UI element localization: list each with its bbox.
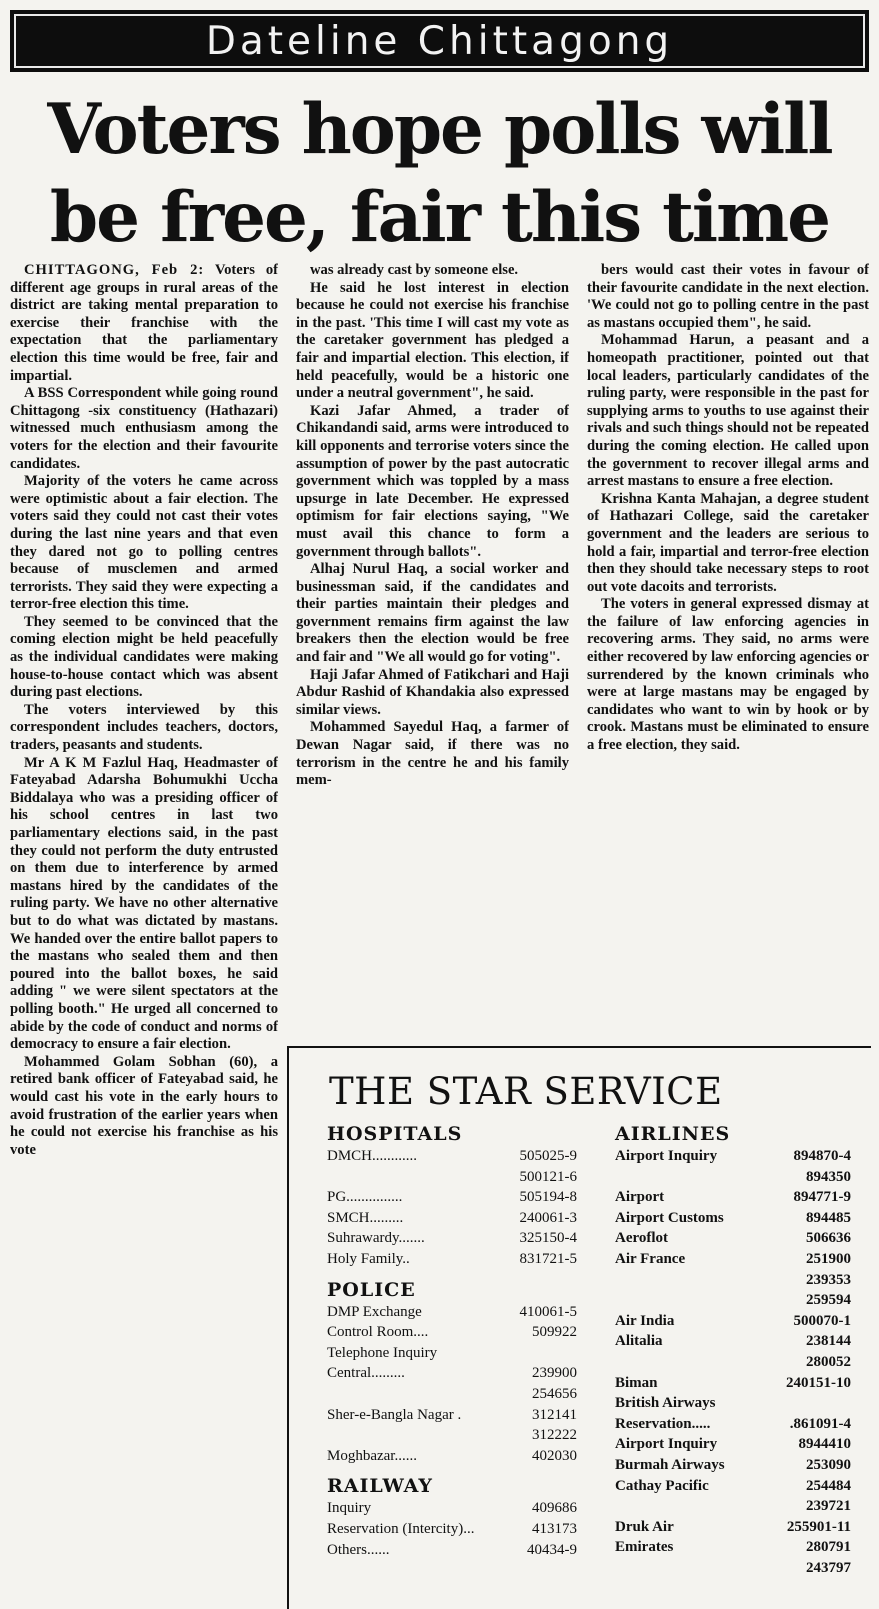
service-row (327, 1146, 577, 1167)
article-paragraph (587, 262, 869, 332)
service-name: Emirates (615, 1539, 674, 1556)
service-name: Reservation..... (615, 1415, 711, 1432)
service-section-heading: RAILWAY (327, 1475, 433, 1498)
paragraph-text: Kazi Jafar Ahmed, a trader of Chikandandi said, arms were introduced to kill opponents and terrorise voters since the assumption of power by the past autocratic government which was toppled by a mass upsurge in late December. He expressed optimism for fair elections saying, "We must avail this chance to form a government through ballots". (296, 402, 569, 560)
service-phone: 240061-3 (519, 1209, 577, 1226)
service-row (327, 1322, 577, 1343)
service-name: Airport Inquiry (615, 1148, 718, 1164)
service-name: Suhrawardy....... (327, 1230, 425, 1247)
service-row (615, 1434, 851, 1455)
service-phone: 8944410 (798, 1436, 851, 1453)
paragraph-text: They seemed to be convinced that the coming election might be held peacefully as the individual candidates were making house-to-house contact which was absent during past elections. (10, 613, 278, 701)
paragraph-text: Mohammed Sayedul Haq, a farmer of Dewan Nagar said, if there was no terrorism in the centre he and his family mem- (296, 719, 569, 789)
service-phone: 402030 (532, 1447, 577, 1464)
service-name: Airport (615, 1189, 665, 1206)
service-phone: 240151-10 (786, 1374, 851, 1391)
article-paragraph (296, 403, 569, 561)
paragraph-text: Voters of different age groups in rural areas of the district are taking mental preparation to exercise their franchise with the expectation that the parliamentary election this time would be free, fair and impartial. (10, 262, 278, 384)
service-name: Burmah Airways (615, 1456, 725, 1473)
service-row (327, 1363, 577, 1384)
article-paragraph (296, 719, 569, 789)
paragraph-text: A BSS Correspondent while going round Chittagong -six constituency (Hathazari) witnessed much enthusiasm among the voters for the election and their favourite candidates. (10, 385, 278, 472)
article-column-2 (296, 262, 569, 1042)
article-paragraph (296, 667, 569, 720)
paragraph-text: Alhaj Nurul Haq, a social worker and businessman said, if the candidates and their parties maintain their pledges and government remains firm against the law breakers then the election would be free and fair and "We all would go for voting". (296, 561, 569, 666)
service-name: SMCH......... (327, 1209, 404, 1226)
paragraph-text: Krishna Kanta Mahajan, a degree student of Hathazari College, said the caretaker government and the leaders are serious to hold a fair, impartial and terror-free election then they should take necessary steps to root out vote dacoits and terrorists. (587, 490, 869, 595)
service-row (615, 1455, 851, 1476)
paragraph-text: Mohammed Golam Sobhan (60), a retired bank officer of Fateyabad said, he would cast his vote in the early hours to avoid frustration of the earlier years when he could not exercise his franchise as his vote (10, 1053, 278, 1158)
paragraph-text: Mohammad Harun, a peasant and a homeopath practitioner, pointed out that local leaders, particularly candidates of the ruling party, were responsible in the past for supplying arms to youths to use against their rivals and such things should not be repeated during the coming election. He called upon the government to recover illegal arms and arrest mastans to ensure a free election. (587, 332, 869, 490)
service-row (615, 1558, 851, 1579)
service-phone: 325150-4 (519, 1230, 577, 1247)
service-name: British Airways (615, 1395, 716, 1412)
service-name: Cathay Pacific (615, 1477, 709, 1494)
service-phone: 312141 (532, 1406, 577, 1423)
section-title: Dateline Chittagong (205, 18, 674, 64)
service-phone: 253090 (806, 1456, 851, 1473)
service-phone: 40434-9 (527, 1541, 577, 1558)
article-paragraph (10, 614, 278, 702)
service-phone: 254656 (532, 1385, 577, 1402)
service-row (327, 1208, 577, 1229)
banner-frame (14, 14, 865, 68)
service-name: Others...... (327, 1541, 390, 1558)
service-row (615, 1187, 851, 1208)
service-row (615, 1414, 851, 1435)
service-row (615, 1208, 851, 1229)
service-phone: 312222 (532, 1427, 577, 1444)
article-paragraph (296, 280, 569, 403)
article-paragraph (587, 332, 869, 490)
service-row (327, 1498, 577, 1519)
service-row (327, 1167, 577, 1188)
service-phone: 831721-5 (519, 1250, 577, 1267)
service-phone: 280052 (806, 1353, 851, 1370)
service-phone: 254484 (806, 1477, 851, 1494)
service-row (615, 1146, 851, 1167)
service-row (615, 1476, 851, 1497)
service-name: Air India (615, 1312, 675, 1329)
service-name: PG............... (327, 1189, 403, 1206)
service-name: Airport Inquiry (615, 1436, 718, 1453)
service-row (327, 1343, 577, 1364)
service-row (327, 1302, 577, 1323)
service-phone: 239900 (532, 1365, 577, 1382)
article-paragraph (10, 473, 278, 614)
article-paragraph (10, 385, 278, 473)
paragraph-text: Majority of the voters he came across were optimistic about a fair election. The voters said they could not cast their votes during the last nine years and that even they dared not go to polling centres because of musclemen and armed terrorists. They said they were expecting a terror-free election this time. (10, 473, 278, 613)
service-row (327, 1228, 577, 1249)
service-phone: 894350 (806, 1168, 851, 1185)
service-name: DMCH............ (327, 1148, 418, 1164)
service-phone: 500121-6 (519, 1168, 577, 1185)
article-paragraph (10, 755, 278, 1054)
star-service-title: THE STAR SERVICE (329, 1070, 723, 1113)
article-column-1 (10, 262, 278, 1607)
service-row (615, 1228, 851, 1249)
service-row (615, 1270, 851, 1291)
article-paragraph (587, 491, 869, 597)
service-name: Control Room.... (327, 1324, 429, 1341)
service-name: Biman (615, 1374, 658, 1391)
paragraph-text: was already cast by someone else. (310, 262, 519, 278)
service-row (615, 1373, 851, 1394)
service-row (327, 1446, 577, 1467)
service-phone: 894485 (806, 1209, 851, 1226)
service-row (615, 1311, 851, 1332)
service-list-left (327, 1122, 577, 1560)
service-section-heading: POLICE (327, 1278, 416, 1301)
article-paragraph (296, 262, 569, 280)
service-phone: 409686 (532, 1500, 577, 1517)
service-name: Airport Customs (615, 1209, 724, 1226)
article-paragraph (296, 561, 569, 667)
paragraph-text: Haji Jafar Ahmed of Fatikchari and Haji Abdur Rashid of Khandakia also expressed similar views. (296, 666, 569, 718)
service-list-right (615, 1122, 851, 1578)
headline-line-1: Voters hope polls will (47, 89, 832, 170)
service-phone: 413173 (532, 1520, 577, 1537)
service-row (327, 1519, 577, 1540)
service-name: Moghbazar...... (327, 1447, 417, 1464)
service-row (327, 1540, 577, 1561)
service-row (327, 1187, 577, 1208)
service-phone: 509922 (532, 1324, 577, 1341)
headline-line-2: be free, fair this time (49, 177, 830, 258)
service-section-heading: HOSPITALS (327, 1123, 463, 1145)
service-phone: 239353 (806, 1271, 851, 1288)
service-row (615, 1517, 851, 1538)
service-phone: 238144 (806, 1333, 851, 1350)
service-name: Telephone Inquiry (327, 1344, 438, 1361)
service-name: Central......... (327, 1365, 405, 1382)
service-phone: 259594 (806, 1292, 851, 1309)
service-name: Inquiry (327, 1500, 372, 1517)
service-phone: 894870-4 (793, 1148, 851, 1164)
service-row (615, 1352, 851, 1373)
article-paragraph (587, 596, 869, 754)
service-row (615, 1331, 851, 1352)
service-phone: 243797 (806, 1559, 851, 1576)
article-paragraph (10, 702, 278, 755)
service-phone: 505025-9 (519, 1148, 577, 1164)
service-row (327, 1405, 577, 1426)
service-row (327, 1249, 577, 1270)
service-row (615, 1496, 851, 1517)
service-phone: 251900 (806, 1250, 851, 1267)
service-phone: 280791 (806, 1539, 851, 1556)
service-name: Reservation (Intercity)... (327, 1520, 475, 1537)
article-paragraph (10, 1054, 278, 1160)
service-phone: 505194-8 (519, 1189, 577, 1206)
service-phone: 894771-9 (793, 1189, 851, 1206)
article-column-3 (587, 262, 869, 1042)
service-phone: 506636 (806, 1230, 851, 1247)
headline (10, 86, 869, 262)
service-phone: 239721 (806, 1498, 851, 1515)
section-banner (10, 10, 869, 72)
service-name: DMP Exchange (327, 1303, 422, 1320)
paragraph-text: bers would cast their votes in favour of their favourite candidate in the next election. 'We could not go to polling centre in the past as mastans occupied them", he said. (587, 262, 869, 331)
service-row (615, 1249, 851, 1270)
article-paragraph (10, 262, 278, 385)
paragraph-text: The voters in general expressed dismay at the failure of law enforcing agencies in recovering arms. They said, no arms were either recovered by law enforcing agencies or surrendered by the known criminals who were at large mastans may be engaged by candidates who want to win by hook or by crook. Mastans must be eliminated to ensure a free election, they said. (587, 596, 869, 754)
service-row (615, 1393, 851, 1414)
paragraph-text: He said he lost interest in election because he could not exercise his franchise in the past. 'This time I will cast my vote as the caretaker government has pledged a fair and impartial election. This election, if held peacefully, would be a historic one under a neutral government", he said. (296, 279, 569, 402)
service-name: Holy Family.. (327, 1250, 410, 1267)
star-service-box (287, 1046, 871, 1609)
service-row (327, 1425, 577, 1446)
service-row (615, 1290, 851, 1311)
paragraph-text: The voters interviewed by this correspondent includes teachers, doctors, traders, peasants and students. (10, 701, 278, 754)
service-name: Druk Air (615, 1518, 674, 1535)
service-name: Alitalia (615, 1333, 663, 1350)
service-phone: 500070-1 (793, 1312, 851, 1329)
service-name: Aeroflot (615, 1230, 669, 1247)
service-phone: 410061-5 (519, 1303, 577, 1320)
service-phone: .861091-4 (789, 1415, 851, 1432)
paragraph-text: Mr A K M Fazlul Haq, Headmaster of Fateyabad Adarsha Bohumukhi Uccha Biddalaya who was a presiding officer of his school centres in last two parliamentary elections said, in the past they could not perform the duty entrusted on them due to interference by armed mastans hired by the candidates of the ruling party. We have no other alternative but to do what was dictated by mastans. We handed over the entire ballot papers to the mastans who sealed them and then poured into the ballot boxes, he said adding " we were silent spectators at the polling booth." He urged all concerned to abide by the code of conduct and norms of democracy to ensure a fair election. (10, 754, 278, 1053)
service-row (615, 1167, 851, 1188)
service-section-heading: AIRLINES (615, 1123, 731, 1145)
service-name: Sher-e-Bangla Nagar . (327, 1406, 462, 1423)
service-row (327, 1384, 577, 1405)
service-row (615, 1537, 851, 1558)
service-name: Air France (615, 1250, 686, 1267)
service-phone: 255901-11 (786, 1518, 851, 1535)
dateline: CHITTAGONG, Feb 2: (24, 262, 205, 278)
